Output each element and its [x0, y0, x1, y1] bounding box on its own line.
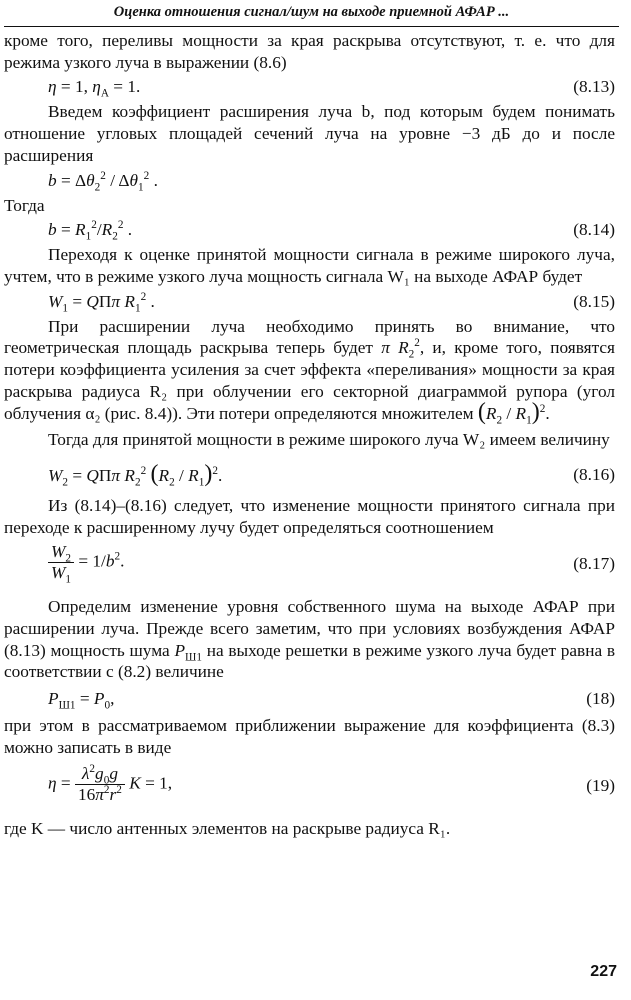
equation-number: (8.15): [573, 291, 615, 311]
paragraph-5-part-2: , и, кроме того, появятся потери коэффициента усиления за счет эффекта «переливания» мощности за края раскрыва радиуса R₂ при облучении его секторной диаграммой рупора (угол облучения α₂ (рис. 8.4)). Эти потери определяются множителем: [4, 338, 615, 424]
running-header: Оценка отношения сигнал/шум на выходе приемной АФАР ...: [4, 0, 619, 27]
paragraph-4: Переходя к оценке принятой мощности сигнала в режиме широкого луча, учтем, что в режиме узкого луча мощность сигнала W₁ на выходе АФАР будет: [4, 245, 615, 286]
formula-8-15: $W_1 = Q\Pi\pi$ $R_1^2$ .: [48, 290, 155, 315]
fraction-w2-w1: $\frac{W_2}{W_1}$: [48, 542, 74, 583]
paragraph-9: при этом в рассматриваемом приближении выражение для коэффициента (8.3) можно записать в виде: [4, 716, 615, 757]
equation-number: (8.13): [573, 77, 615, 97]
equation-19: [4, 764, 615, 816]
equation-number: (8.14): [573, 220, 615, 240]
formula-8-13: η = 1, $\eta_A = 1$.: [48, 77, 141, 100]
paragraph-3: Тогда: [4, 195, 45, 215]
paragraph-7: Из (8.14)–(8.16) следует, что изменение мощности принятого сигнала при переходе к расширенному лучу будет определяться соотношением: [4, 495, 615, 537]
paragraph-5: При расширении луча необходимо принять во внимание, что геометрическая площадь раскрыва теперь будет π $R_2^2$, и, кроме того, появятся потери коэффициента усиления за счет эффекта «переливания» мощности за края раскрыва радиуса R₂ при облучении его секторной диаграммой рупора (угол облучения α₂ (рис. 8.4)). Эти потери определяются множителем $(R_2 / R_1)^2$.: [4, 316, 615, 427]
paragraph-1: кроме того, переливы мощности за края раскрыва отсутствуют, т. е. что для режима узкого луча в выражении (8.6): [4, 31, 615, 72]
paragraph-6: Тогда для принятой мощности в режиме широкого луча W₂ имеем величину: [48, 430, 610, 450]
formula-18: $P_{Ш1} = P_0$,: [48, 689, 115, 712]
loss-factor-formula: $(R_2 / R_1)^2$.: [477, 399, 550, 427]
equation-8-15: [4, 292, 615, 314]
paragraph-8-part-2: на выходе решетки в режиме узкого луча будет равна в соответствии с (8.2) величине: [4, 640, 616, 682]
equation-8-14: [4, 220, 615, 242]
equation-number: (8.17): [573, 554, 615, 574]
equation-8-17: [4, 542, 615, 594]
equation-8-16: [4, 455, 615, 493]
page-body: [4, 30, 615, 840]
formula-19: η = $\frac{\lambda^2g_0g}{16\pi^2r^2}$ K = 1,: [48, 763, 173, 805]
paragraph-2: Введем коэффициент расширения луча b, под которым будем понимать отношение угловых площадей сечений луча на уровне −3 дБ до и после расширения: [4, 102, 615, 165]
page-number: 227: [590, 963, 617, 980]
paragraph-8: Определим изменение уровня собственного шума на выходе АФАР при расширении луча. Прежде всего заметим, что при условиях возбуждения АФАР (8.13) мощность шума $P_{Ш1}$ на выходе решетки в режиме узкого луча будет равна в соответствии с (8.2) величине: [4, 597, 616, 682]
equation-b-definition: [4, 171, 615, 193]
equation-18: [4, 689, 615, 711]
paragraph-8-part-1: Определим изменение уровня собственного шума на выходе АФАР при расширении луча. Прежде всего заметим, что при условиях возбуждения АФАР (8.13) мощность шума: [4, 597, 615, 660]
paragraph-10: где K — число антенных элементов на раскрыве радиуса R₁.: [4, 819, 451, 839]
formula-8-17: $\frac{W_2}{W_1}$ = $1/b^2$.: [48, 542, 124, 583]
paragraph-5-part-1: При расширении луча необходимо принять во внимание, что геометрическая площадь раскрыва теперь будет: [4, 316, 615, 358]
equation-number: (8.16): [573, 464, 615, 484]
equation-number: (19): [586, 776, 615, 796]
equation-8-13: [4, 77, 615, 99]
formula-8-14: $b = R_1^2/R_2^2$ .: [48, 219, 133, 243]
equation-number: (18): [586, 689, 615, 709]
formula-b-definition: $b = \Delta\theta_2^2 / \Delta\theta_1^2$ .: [48, 169, 158, 193]
formula-8-16: $W_2 = Q\Pi\pi$ $R_2^2$ $(R_2 / R_1)^2$.: [48, 460, 223, 489]
fraction-eta: $\frac{\lambda^2g_0g}{16\pi^2r^2}$: [75, 764, 125, 805]
